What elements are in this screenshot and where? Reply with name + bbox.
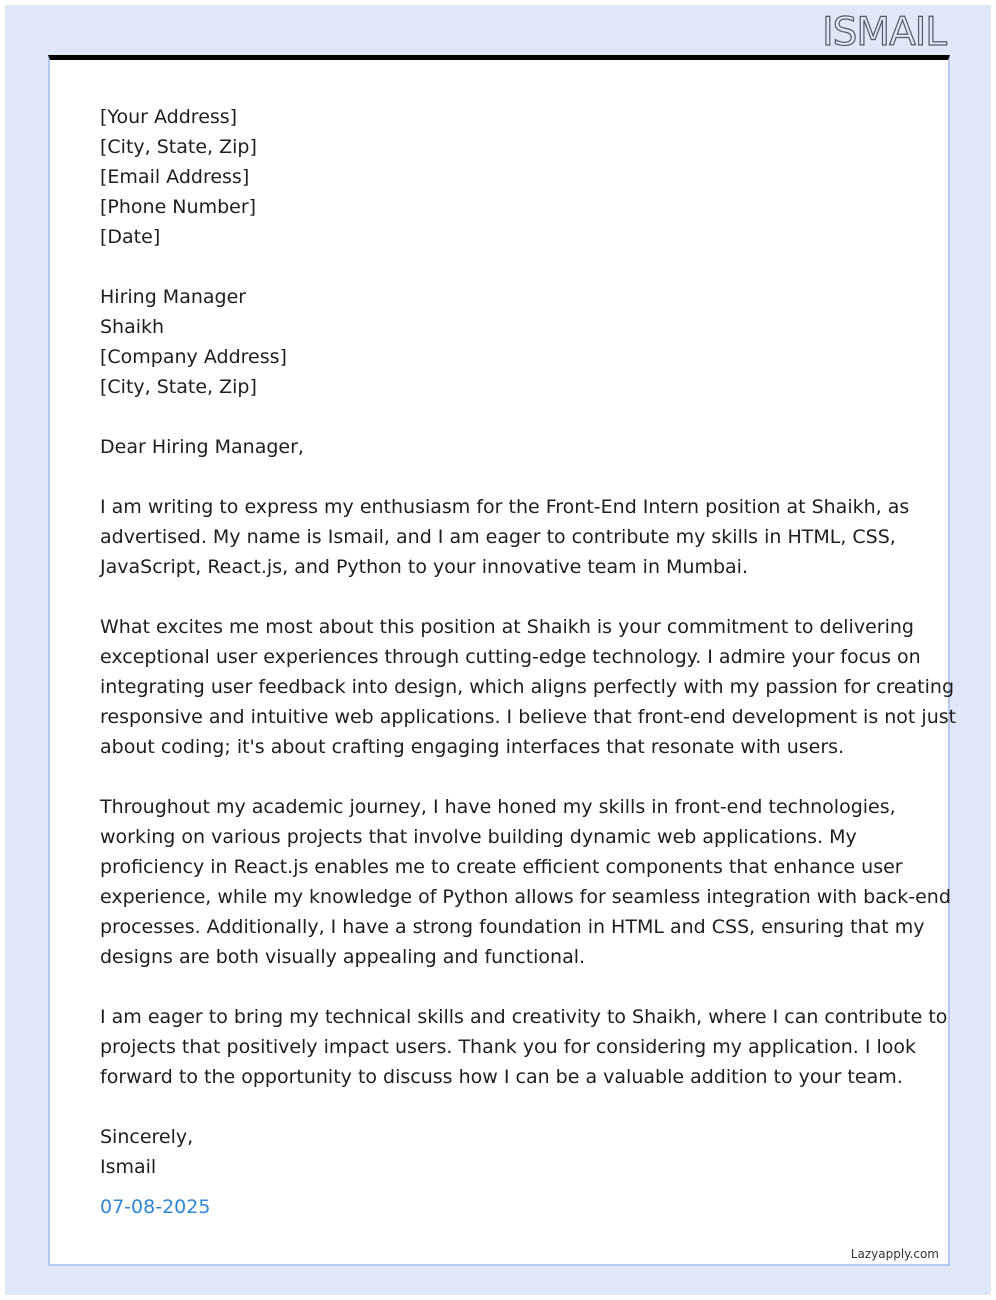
recipient-company: Shaikh [100,316,165,338]
paragraph-line: integrating user feedback into design, which aligns perfectly with my passion for creating [100,676,955,698]
letter-body [100,102,957,1222]
paragraph-line: processes. Additionally, I have a strong foundation in HTML and CSS, ensuring that my [100,916,925,938]
paragraph-line: proficiency in React.js enables me to create efficient components that enhance user [100,856,903,878]
paragraph-line: JavaScript, React.js, and Python to your innovative team in Mumbai. [100,556,748,578]
paragraph-1 [100,492,910,582]
closing: Sincerely, [100,1126,194,1148]
paragraph-line: Throughout my academic journey, I have honed my skills in front-end technologies, [100,796,896,818]
letter-page [48,55,957,1266]
paragraph-4 [100,1002,948,1092]
recipient-block [100,282,900,402]
paragraph-line: working on various projects that involve building dynamic web applications. My [100,826,857,848]
recipient-city-state-zip: [City, State, Zip] [100,376,257,398]
signature: Ismail [100,1156,157,1178]
paragraph-line: experience, while my knowledge of Python allows for seamless integration with back-end [100,886,951,908]
paragraph-line: What excites me most about this position at Shaikh is your commitment to delivering [100,616,914,638]
sender-address: [Your Address] [100,106,238,128]
paragraph-line: designs are both visually appealing and functional. [100,946,586,968]
signed-date: 07-08-2025 [100,1196,211,1218]
footer-brand[interactable]: Lazyapply.com [850,1247,939,1261]
sender-date: [Date] [100,226,161,248]
paragraph-line: forward to the opportunity to discuss how I can be a valuable addition to your team. [100,1066,903,1088]
recipient-company-address: [Company Address] [100,346,287,368]
paragraph-3 [100,792,951,972]
paragraph-2 [100,612,957,762]
sender-email: [Email Address] [100,166,250,188]
paragraph-line: projects that positively impact users. Thank you for considering my application. I look [100,1036,917,1058]
recipient-title: Hiring Manager [100,286,247,308]
sender-block [100,102,900,252]
sender-phone: [Phone Number] [100,196,257,218]
paragraph-line: about coding; it's about crafting engaging interfaces that resonate with users. [100,736,845,758]
paragraph-line: responsive and intuitive web applications. I believe that front-end development is not just [100,706,957,728]
paragraph-line: advertised. My name is Ismail, and I am eager to contribute my skills in HTML, CSS, [100,526,896,548]
paragraph-line: I am writing to express my enthusiasm for the Front-End Intern position at Shaikh, as [100,496,910,518]
paragraph-line: I am eager to bring my technical skills and creativity to Shaikh, where I can contribute to [100,1006,948,1028]
sender-city-state-zip: [City, State, Zip] [100,136,257,158]
header-name: ISMAIL [822,10,946,55]
salutation: Dear Hiring Manager, [100,436,304,458]
paragraph-line: exceptional user experiences through cutting-edge technology. I admire your focus on [100,646,921,668]
